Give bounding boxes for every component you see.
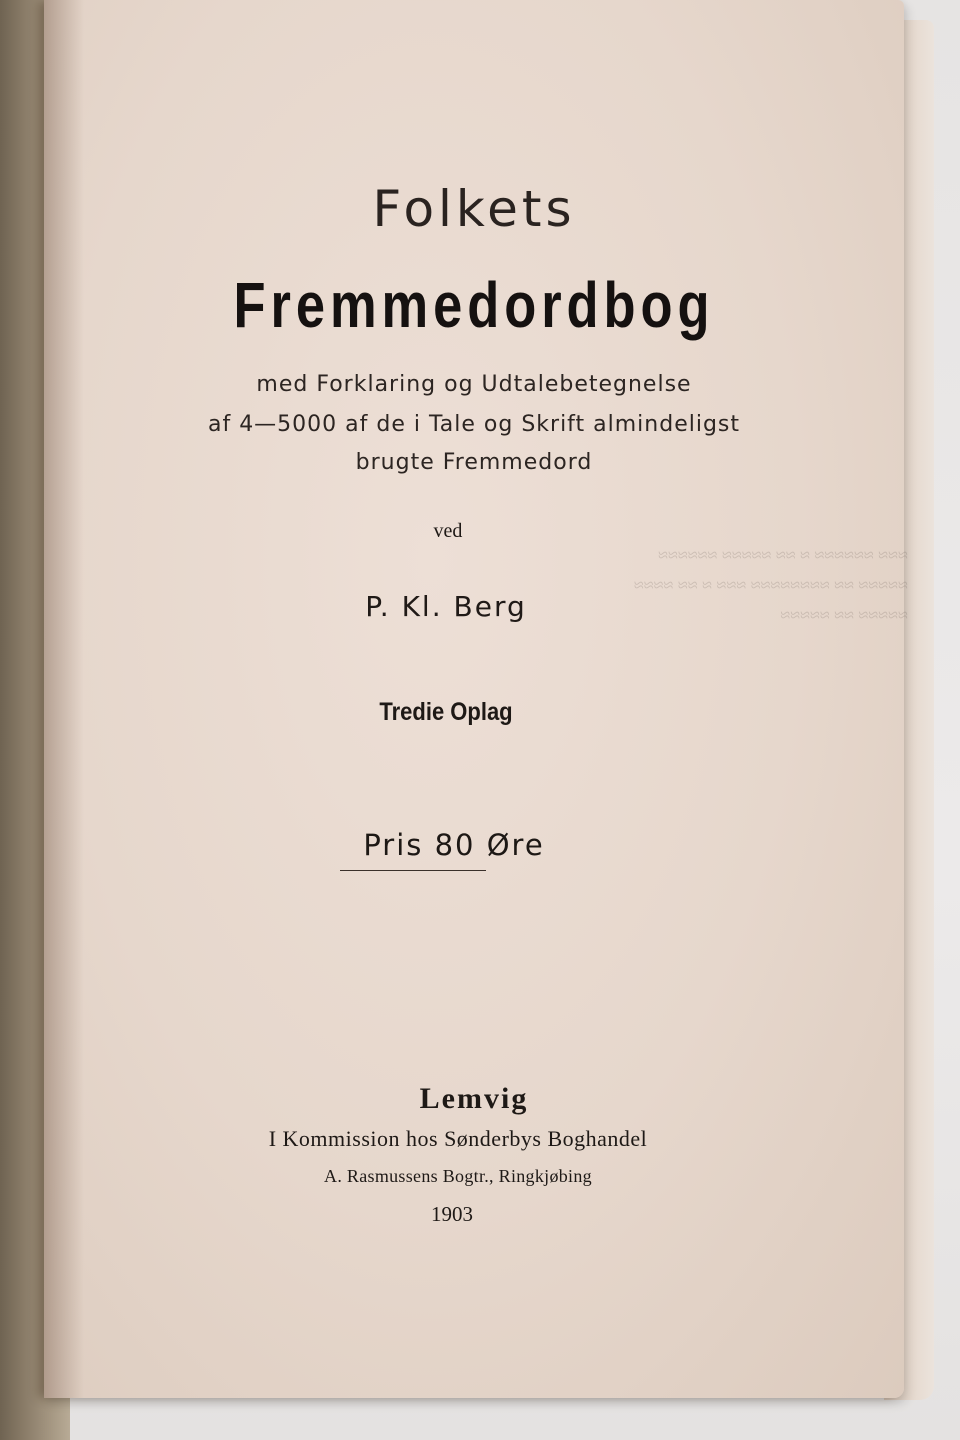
place-of-publication: Lemvig — [419, 1082, 529, 1115]
printer-line: A. Rasmussens Bogtr., Ringkjøbing — [324, 1166, 592, 1186]
price-underline — [340, 870, 486, 871]
title-line-2: Fremmedordbog — [233, 269, 715, 341]
publisher-line: I Kommission hos Sønderbys Boghandel — [268, 1126, 648, 1151]
bleed-through-text: ≈≈≈ ≈≈≈≈≈≈ ≈ ≈≈ ≈≈≈≈≈ ≈≈≈≈≈≈ ≈≈≈≈≈ ≈≈ ≈≈≈≈≈≈≈≈ ≈≈≈ ≈ ≈≈ ≈≈≈≈ ≈≈≈≈≈ ≈≈ ≈≈≈≈≈ — [634, 545, 908, 625]
price-label: Pris 80 Øre — [363, 828, 545, 862]
title-line-1: Folkets — [372, 180, 576, 238]
author-name: P. Kl. Berg — [365, 590, 527, 623]
subtitle-line-3: brugte Fremmedord — [355, 450, 593, 475]
subtitle-line-2: af 4—5000 af de i Tale og Skrift almindeligst — [207, 412, 741, 437]
by-label: ved — [433, 520, 463, 542]
edition-label: Tredie Oplag — [379, 698, 513, 726]
subtitle-line-1: med Forklaring og Udtalebetegnelse — [256, 372, 692, 397]
publication-year: 1903 — [431, 1202, 473, 1226]
